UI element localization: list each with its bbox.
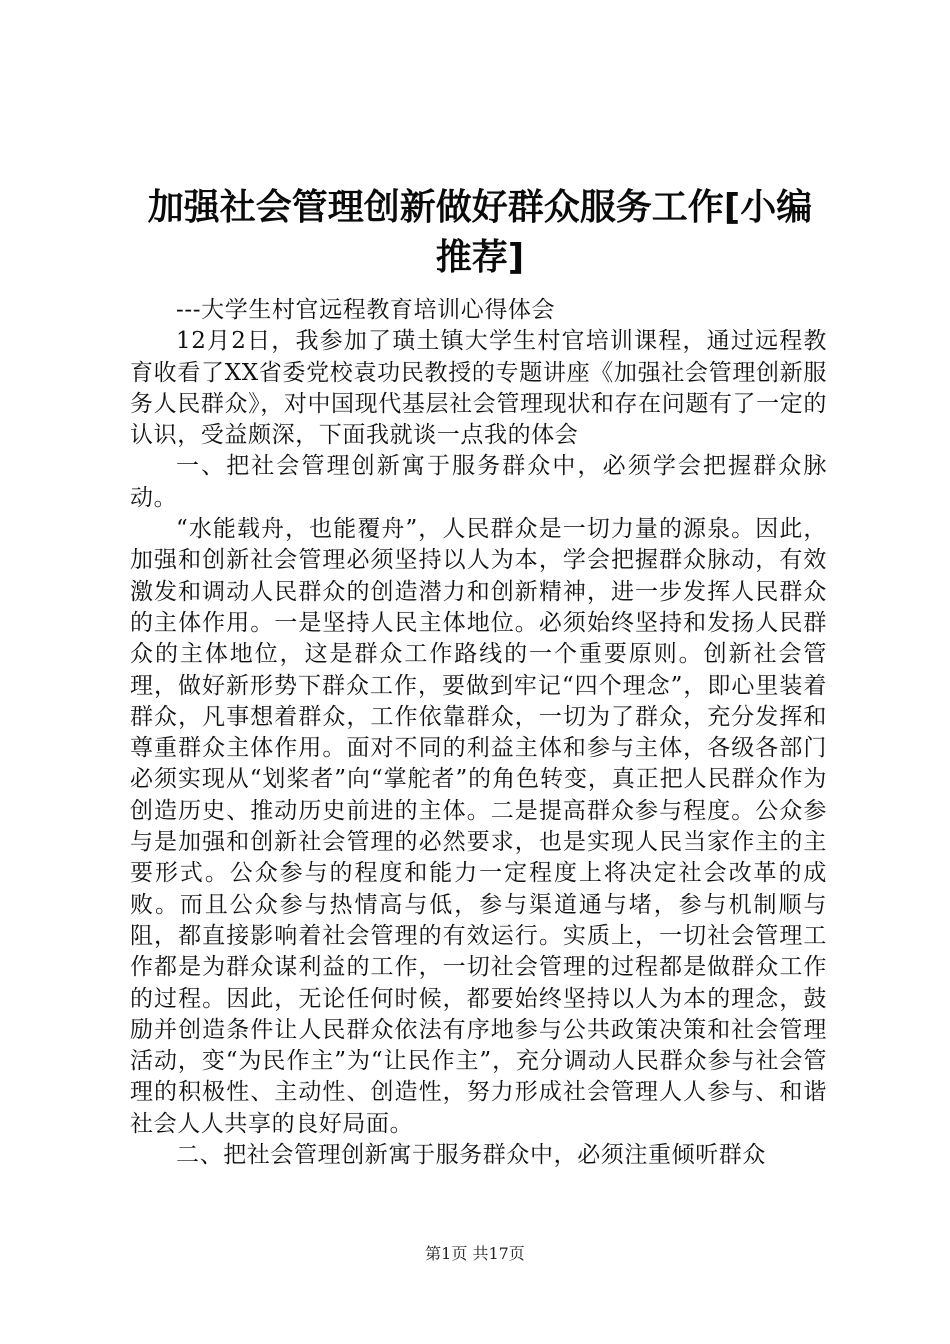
document-subtitle: ---大学生村官远程教育培训心得体会 [176,297,556,323]
section-heading-two: 二、把社会管理创新寓于服务群众中，必须注重倾听群众 [176,1142,766,1169]
section-heading-one: 一、把社会管理创新寓于服务群众中，必须学会把握群众脉动。 [130,453,827,511]
page-footer: 第1页 共17页 [425,1244,525,1263]
document-title: 加强社会管理创新做好群众服务工作[小编推荐] [147,187,813,278]
paragraph-main: “水能载舟，也能覆舟”，人民群众是一切力量的源泉。因此，加强和创新社会管理必须坚持以人为本，学会把握群众脉动，有效激发和调动人民群众的创造潜力和创新精神，进一步发挥人民群众的主体作用。一是坚持人民主体地位。必须始终坚持和发扬人民群众的主体地位，这是群众工作路线的一个重要原则。创新社会管理，做好新形势下群众工作，要做到牢记“四个理念”，即心里装着群众，凡事想着群众，工作依靠群众，一切为了群众，充分发挥和尊重群众主体作用。面对不同的利益主体和参与主体，各级各部门必须实现从“划桨者”向“掌舵者”的角色转变，真正把人民群众作为创造历史、推动历史前进的主体。二是提高群众参与程度。公众参与是加强和创新社会管理的必然要求，也是实现人民当家作主的主要形式。公众参与的程度和能力一定程度上将决定社会改革的成败。而且公众参与热情高与低，参与渠道通与堵，参与机制顺与阻，都直接影响着社会管理的有效运行。实质上，一切社会管理工作都是为群众谋利益的工作，一切社会管理的过程都是做群众工作的过程。因此，无论任何时候，都要始终坚持以人为本的理念，鼓励并创造条件让人民群众依法有序地参与公共政策决策和社会管理活动，变“为民作主”为“让民作主”，充分调动人民群众参与社会管理的积极性、主动性、创造性，努力形成社会管理人人参与、和谐社会人人共享的良好局面。 [130,516,827,1137]
document-body [130,295,827,1171]
paragraph-intro: 12月2日，我参加了璜土镇大学生村官培训课程，通过远程教育收看了XX省委党校袁功民教授的专题讲座《加强社会管理创新服务人民群众》，对中国现代基层社会管理现状和存在问题有了一定的认识，受益颇深，下面我就谈一点我的体会 [130,328,827,449]
